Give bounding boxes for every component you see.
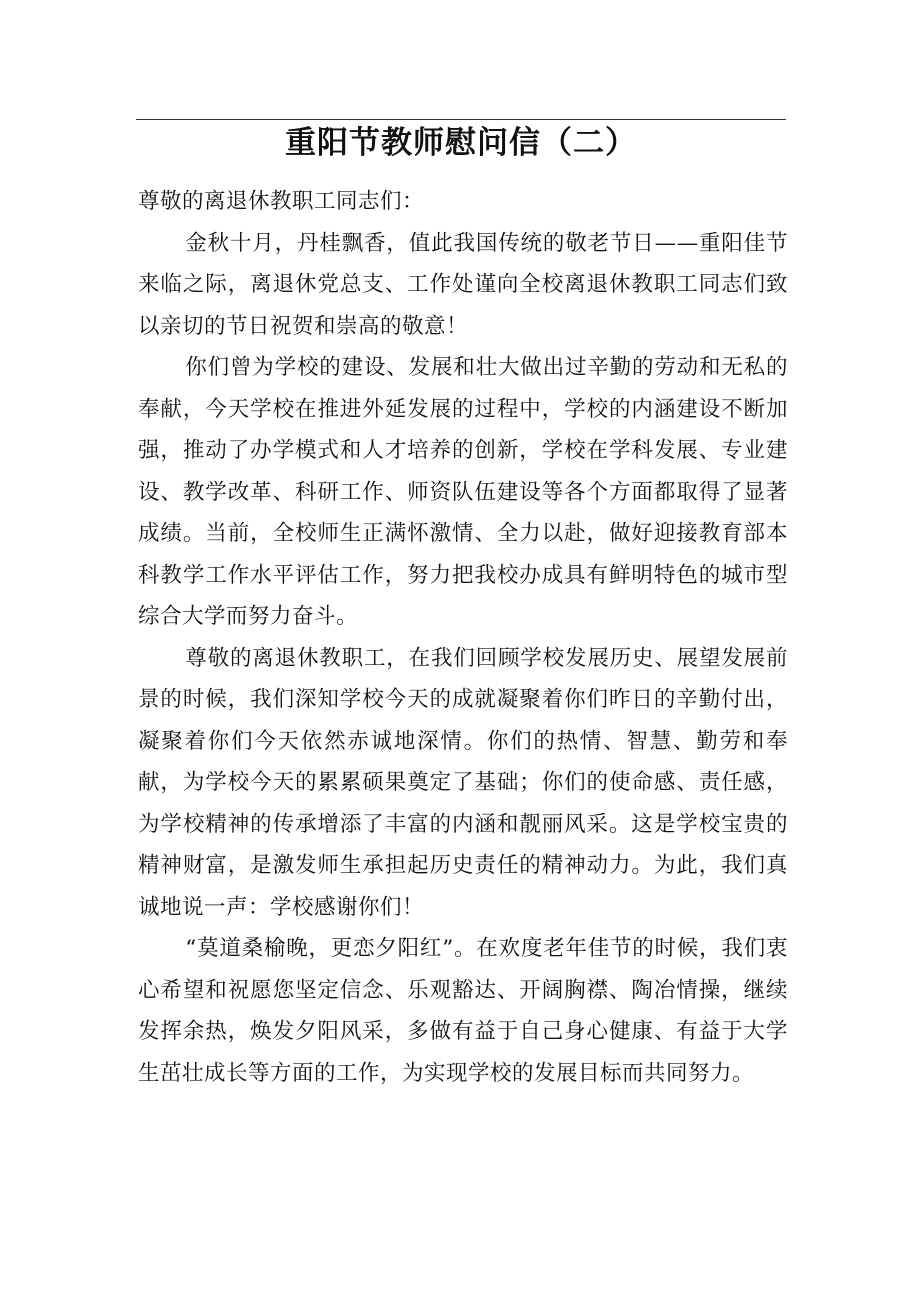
document-title: 重阳节教师慰问信（二） bbox=[285, 125, 637, 161]
paragraph-greeting: 金秋十月，丹桂飘香，值此我国传统的敬老节日——重阳佳节来临之际，离退休党总支、工作处谨向全校离退休教职工同志们致以亲切的节日祝贺和崇高的敬意！ bbox=[138, 230, 788, 339]
letter-body bbox=[138, 181, 788, 1094]
paragraph-wishes: “莫道桑榆晚，更恋夕阳红”。在欢度老年佳节的时候，我们衷心希望和祝愿您坚定信念、乐观豁达、开阔胸襟、陶冶情操，继续发挥余热，焕发夕阳风采，多做有益于自己身心健康、有益于大学生茁壮成长等方面的工作，为实现学校的发展目标而共同努力。 bbox=[138, 936, 788, 1086]
header-rule bbox=[136, 119, 786, 120]
paragraph-contributions: 你们曾为学校的建设、发展和壮大做出过辛勤的劳动和无私的奉献，今天学校在推进外延发展的过程中，学校的内涵建设不断加强，推动了办学模式和人才培养的创新，学校在学科发展、专业建设、教学改革、科研工作、师资队伍建设等各个方面都取得了显著成绩。当前，全校师生正满怀激情、全力以赴，做好迎接教育部本科教学工作水平评估工作，努力把我校办成具有鲜明特色的城市型综合大学而努力奋斗。 bbox=[138, 355, 788, 629]
paragraph-gratitude: 尊敬的离退休教职工，在我们回顾学校发展历史、展望发展前景的时候，我们深知学校今天的成就凝聚着你们昨日的辛勤付出，凝聚着你们今天依然赤诚地深情。你们的热情、智慧、勤劳和奉献，为学校今天的累累硕果奠定了基础；你们的使命感、责任感，为学校精神的传承增添了丰富的内涵和靓丽风采。这是学校宝贵的精神财富，是激发师生承担起历史责任的精神动力。为此，我们真诚地说一声：学校感谢你们！ bbox=[138, 645, 788, 920]
salutation: 尊敬的离退休教职工同志们： bbox=[138, 189, 425, 214]
